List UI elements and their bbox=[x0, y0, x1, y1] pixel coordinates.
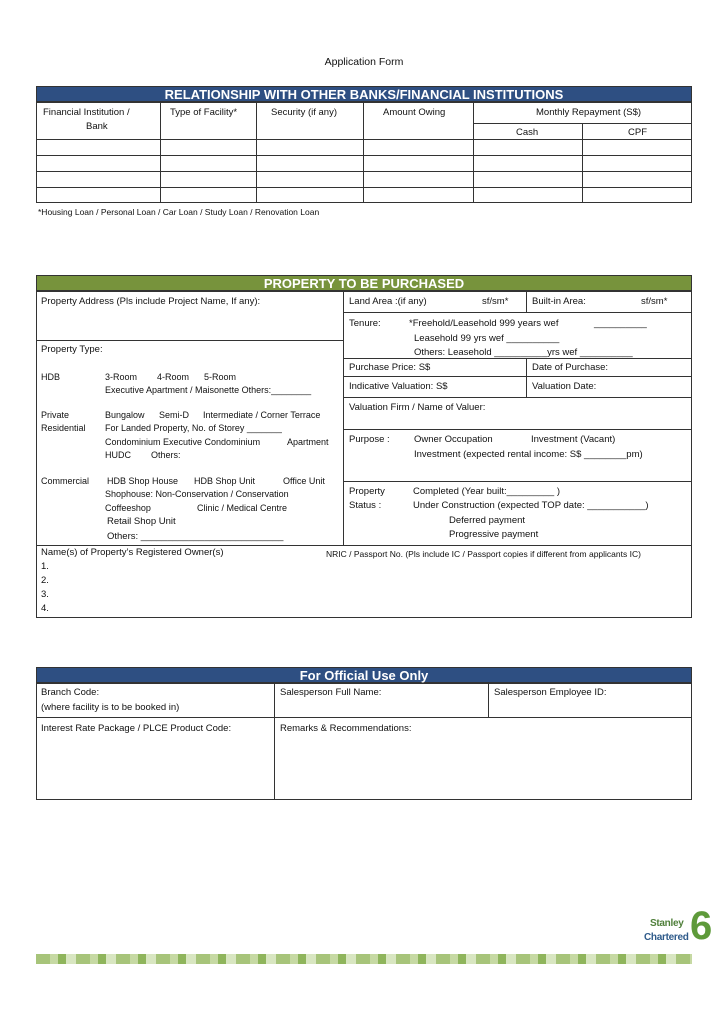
branch-code-note: (where facility is to be booked in) bbox=[41, 702, 180, 713]
page-title: Application Form bbox=[324, 56, 404, 68]
col-cash: Cash bbox=[516, 127, 539, 138]
property-status-label-2: Status : bbox=[349, 500, 382, 511]
remarks-label: Remarks & Recommendations: bbox=[280, 723, 412, 734]
completed: Completed (Year built:_________ ) bbox=[413, 486, 560, 497]
hdb-label: HDB bbox=[41, 372, 61, 382]
branch-code-label: Branch Code: bbox=[41, 687, 100, 698]
investment-rental: Investment (expected rental income: S$ ________pm) bbox=[414, 449, 643, 460]
col-security: Security (if any) bbox=[271, 107, 337, 118]
col-amount-owing: Amount Owing bbox=[383, 107, 446, 118]
official-use-table bbox=[36, 683, 692, 800]
valuation-date-label: Valuation Date: bbox=[532, 381, 597, 392]
under-construction: Under Construction (expected TOP date: ___________) bbox=[413, 500, 649, 511]
logo-digit: 6 bbox=[690, 904, 713, 948]
banks-section-header: RELATIONSHIP WITH OTHER BANKS/FINANCIAL INSTITUTIONS bbox=[36, 86, 692, 102]
others-private: Others: bbox=[151, 450, 181, 460]
coffeeshop: Coffeeshop bbox=[105, 503, 151, 513]
built-in-area-unit: sf/sm* bbox=[641, 296, 668, 307]
col-financial-institution-bank: Bank bbox=[86, 121, 108, 132]
progressive-payment: Progressive payment bbox=[449, 529, 539, 540]
deferred-payment: Deferred payment bbox=[449, 515, 526, 526]
salesperson-name-label: Salesperson Full Name: bbox=[280, 687, 382, 698]
facility-footnote: *Housing Loan / Personal Loan / Car Loan / Study Loan / Renovation Loan bbox=[38, 207, 320, 217]
col-monthly-repayment: Monthly Repayment (S$) bbox=[536, 107, 642, 118]
residential-label: Residential bbox=[41, 423, 86, 433]
valuation-firm-label: Valuation Firm / Name of Valuer: bbox=[349, 402, 486, 413]
owner-occupation: Owner Occupation bbox=[414, 434, 493, 445]
owner-2: 2. bbox=[41, 575, 49, 586]
tenure-leasehold-99: Leasehold 99 yrs wef __________ bbox=[414, 333, 560, 344]
logo-line-2: Chartered bbox=[644, 932, 689, 943]
registered-owners-label: Name(s) of Property’s Registered Owner(s) bbox=[41, 547, 224, 558]
land-area-unit: sf/sm* bbox=[482, 296, 509, 307]
retail-shop-unit: Retail Shop Unit bbox=[107, 516, 176, 527]
intermediate-terrace: Intermediate / Corner Terrace bbox=[203, 410, 321, 420]
owner-1: 1. bbox=[41, 561, 49, 572]
official-use-header: For Official Use Only bbox=[36, 667, 692, 683]
apartment: Apartment bbox=[287, 437, 329, 447]
tenure-others: Others: Leasehold __________yrs wef __________ bbox=[414, 347, 633, 358]
tenure-freehold: *Freehold/Leasehold 999 years wef bbox=[409, 318, 559, 329]
footer-bar bbox=[36, 954, 692, 964]
date-of-purchase-label: Date of Purchase: bbox=[532, 362, 609, 373]
hdb-4-room: 4-Room bbox=[157, 372, 190, 382]
clinic: Clinic / Medical Centre bbox=[197, 503, 288, 513]
owner-4: 4. bbox=[41, 603, 49, 614]
col-financial-institution: Financial Institution / bbox=[43, 107, 130, 118]
property-address-label: Property Address (Pls include Project Name, If any): bbox=[41, 296, 261, 307]
private-label: Private bbox=[41, 410, 70, 420]
nric-label: NRIC / Passport No. (Pls include IC / Passport copies if different from applicants IC) bbox=[326, 549, 641, 559]
hdb-3-room: 3-Room bbox=[105, 372, 138, 382]
col-cpf: CPF bbox=[628, 127, 647, 138]
logo-line-1: Stanley bbox=[650, 918, 684, 929]
investment-vacant: Investment (Vacant) bbox=[531, 434, 616, 445]
indicative-valuation-label: Indicative Valuation: S$ bbox=[349, 381, 448, 392]
purpose-label: Purpose : bbox=[349, 434, 390, 445]
tenure-freehold-blank: __________ bbox=[594, 318, 647, 329]
property-type-label: Property Type: bbox=[41, 344, 103, 355]
salesperson-id-label: Salesperson Employee ID: bbox=[494, 687, 607, 698]
bungalow: Bungalow bbox=[105, 410, 145, 420]
land-area-label: Land Area :(if any) bbox=[349, 296, 427, 307]
shophouse: Shophouse: Non-Conservation / Conservation bbox=[105, 489, 289, 499]
condominium: Condominium Executive Condominium bbox=[105, 437, 261, 447]
semi-d: Semi-D bbox=[159, 410, 190, 420]
purchase-price-label: Purchase Price: S$ bbox=[349, 362, 431, 373]
others-commercial: Others: ___________________________ bbox=[107, 531, 284, 542]
hdb-shop-unit: HDB Shop Unit bbox=[194, 476, 256, 486]
property-status-label-1: Property bbox=[349, 486, 385, 497]
col-type-of-facility: Type of Facility* bbox=[170, 107, 238, 118]
hdb-shop-house: HDB Shop House bbox=[107, 476, 179, 486]
hdb-5-room: 5-Room bbox=[204, 372, 237, 382]
owner-3: 3. bbox=[41, 589, 49, 600]
landed-storey: For Landed Property, No. of Storey _______ bbox=[105, 423, 282, 433]
interest-rate-label: Interest Rate Package / PLCE Product Code: bbox=[41, 723, 232, 734]
built-in-area-label: Built-in Area: bbox=[532, 296, 586, 307]
property-section-header: PROPERTY TO BE PURCHASED bbox=[36, 275, 692, 291]
office-unit: Office Unit bbox=[283, 476, 325, 486]
hudc: HUDC bbox=[105, 450, 131, 460]
hdb-executive: Executive Apartment / Maisonette Others:________ bbox=[105, 385, 312, 395]
commercial-label: Commercial bbox=[41, 476, 90, 486]
tenure-label: Tenure: bbox=[349, 318, 381, 329]
